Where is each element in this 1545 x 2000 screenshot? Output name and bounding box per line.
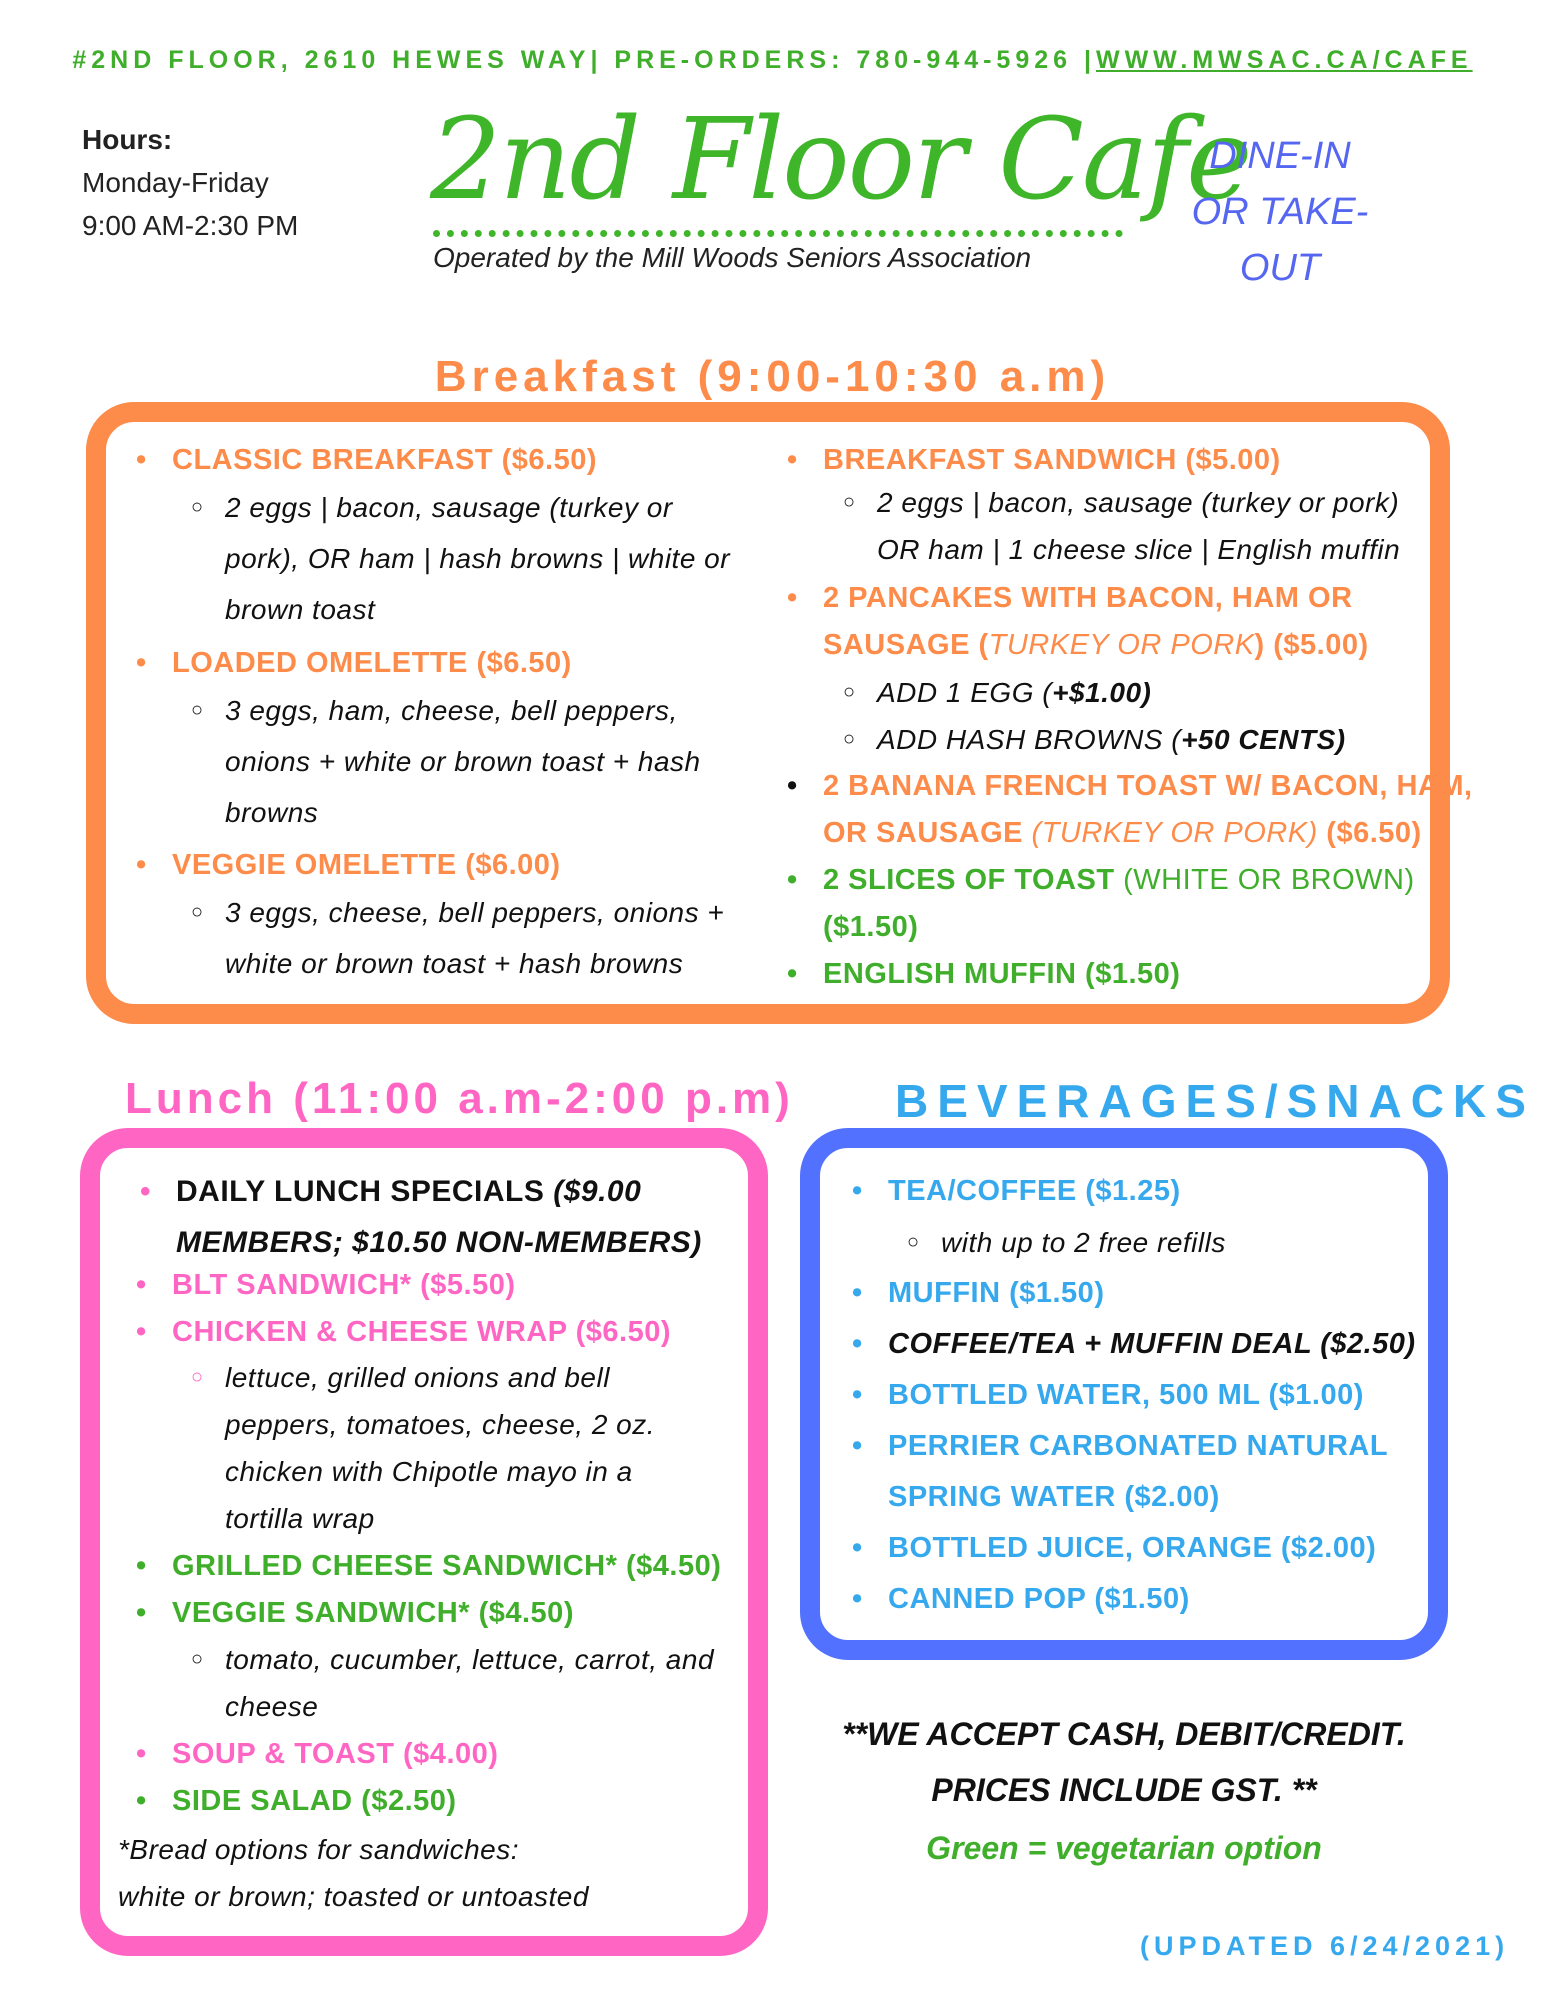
hours-times: 9:00 AM-2:30 PM [82,210,299,241]
breakfast-title: Breakfast (9:00-10:30 a.m) [434,352,1111,401]
bread-note: *Bread options for sandwiches: [118,1834,519,1865]
item-description: onions + white or brown toast + hash [225,746,701,777]
item-description: browns [225,797,319,828]
list-item: • PERRIER CARBONATED NATURAL [852,1430,1389,1462]
hours-days: Monday-Friday [82,167,269,198]
item-label: GRILLED CHEESE SANDWICH* ($4.50) [172,1550,722,1582]
service-line-1: DINE-IN [1209,135,1351,177]
item-label-continued: ($1.50) [823,911,919,943]
item-description: ○ tomato, cucumber, lettuce, carrot, and [191,1644,715,1675]
item-description: ○ 2 eggs | bacon, sausage (turkey or [191,492,673,523]
list-item: • ENGLISH MUFFIN ($1.50) [787,958,1181,990]
item-description: OR ham | 1 cheese slice | English muffin [877,534,1401,565]
item-description: ○ 2 eggs | bacon, sausage (turkey or pork) [843,487,1400,518]
logo-title: 2nd Floor Cafe [430,95,1251,225]
item-description: ○ 3 eggs, ham, cheese, bell peppers, [191,695,678,726]
updated-date: (UPDATED 6/24/2021) [1140,1931,1510,1961]
item-label: ENGLISH MUFFIN ($1.50) [823,958,1181,990]
item-label: LOADED OMELETTE ($6.50) [172,647,572,679]
list-item: • LOADED OMELETTE ($6.50) [136,647,572,679]
website-link[interactable]: WWW.MWSAC.CA/CAFE [1095,46,1473,74]
item-label: MUFFIN ($1.50) [888,1277,1105,1309]
hours-label: Hours: [82,124,173,155]
item-addon: ○ ADD HASH BROWNS (+50 CENTS) [843,724,1346,755]
list-item: • BOTTLED WATER, 500 ML ($1.00) [852,1379,1364,1411]
list-item: • 2 SLICES OF TOAST (WHITE OR BROWN) [787,864,1415,896]
item-description: tortilla wrap [225,1503,375,1534]
item-description: white or brown toast + hash browns [225,948,684,979]
item-label: BOTTLED WATER, 500 ML ($1.00) [888,1379,1364,1411]
gst-note: PRICES INCLUDE GST. ** [931,1772,1317,1808]
list-item: • BLT SANDWICH* ($5.50) [136,1269,516,1301]
lunch-title: Lunch (11:00 a.m-2:00 p.m) [125,1074,794,1123]
bread-note: white or brown; toasted or untoasted [118,1881,589,1912]
item-label: VEGGIE SANDWICH* ($4.50) [172,1597,574,1629]
item-label-continued: SAUSAGE (TURKEY OR PORK) ($5.00) [823,629,1369,661]
item-label: SOUP & TOAST ($4.00) [172,1738,499,1770]
list-item: • 2 BANANA FRENCH TOAST W/ BACON, HAM, [787,770,1473,802]
item-description: peppers, tomatoes, cheese, 2 oz. [225,1409,656,1440]
list-item: • TEA/COFFEE ($1.25) [852,1175,1181,1207]
item-description: chicken with Chipotle mayo in a [225,1456,633,1487]
item-label: SIDE SALAD ($2.50) [172,1785,457,1817]
service-options [1160,128,1400,296]
item-description: ○ 3 eggs, cheese, bell peppers, onions + [191,897,725,928]
item-label: CHICKEN & CHEESE WRAP ($6.50) [172,1316,672,1348]
item-label-continued: OR SAUSAGE (TURKEY OR PORK) ($6.50) [823,817,1422,849]
list-item: • COFFEE/TEA + MUFFIN DEAL ($2.50) [852,1328,1416,1360]
list-item: • CHICKEN & CHEESE WRAP ($6.50) [136,1316,672,1348]
list-item: • BREAKFAST SANDWICH ($5.00) [787,444,1281,476]
payment-note: **WE ACCEPT CASH, DEBIT/CREDIT. [842,1716,1406,1752]
item-description: ○ lettuce, grilled onions and bell [191,1362,610,1393]
list-item: • BOTTLED JUICE, ORANGE ($2.00) [852,1532,1377,1564]
item-label: TEA/COFFEE ($1.25) [888,1175,1181,1207]
item-label: CLASSIC BREAKFAST ($6.50) [172,444,598,476]
item-description: ○ with up to 2 free refills [907,1227,1226,1258]
item-label-continued: MEMBERS; $10.50 NON-MEMBERS) [176,1226,702,1259]
list-item: • 2 PANCAKES WITH BACON, HAM OR [787,582,1353,614]
item-label: VEGGIE OMELETTE ($6.00) [172,849,561,881]
list-item: • VEGGIE SANDWICH* ($4.50) [136,1597,574,1629]
item-description: pork), OR ham | hash browns | white or [225,543,731,574]
logo-subtitle: Operated by the Mill Woods Seniors Association [433,242,1032,273]
item-description: brown toast [225,594,376,625]
item-label: 2 PANCAKES WITH BACON, HAM OR [823,582,1353,614]
item-label: CANNED POP ($1.50) [888,1583,1190,1615]
list-item: • MUFFIN ($1.50) [852,1277,1105,1309]
logo-dotted-line [433,230,1123,237]
item-addon: ○ ADD 1 EGG (+$1.00) [843,677,1152,708]
vegetarian-legend: Green = vegetarian option [926,1830,1322,1866]
service-line-2: OR TAKE-OUT [1191,191,1369,289]
cafe-logo [425,95,1251,290]
address-text: #2ND FLOOR, 2610 HEWES WAY| PRE-ORDERS: 780-944-5926 | [72,46,1096,74]
item-label: PERRIER CARBONATED NATURAL [888,1430,1389,1462]
list-item: • SOUP & TOAST ($4.00) [136,1738,499,1770]
hours-block [82,118,298,247]
list-item: • SIDE SALAD ($2.50) [136,1785,457,1817]
item-description: cheese [225,1691,319,1722]
item-label: 2 BANANA FRENCH TOAST W/ BACON, HAM, [823,770,1473,802]
list-item: • CANNED POP ($1.50) [852,1583,1190,1615]
list-item: • GRILLED CHEESE SANDWICH* ($4.50) [136,1550,722,1582]
item-label: BREAKFAST SANDWICH ($5.00) [823,444,1281,476]
list-item: • VEGGIE OMELETTE ($6.00) [136,849,561,881]
item-label-continued: SPRING WATER ($2.00) [888,1481,1220,1513]
item-label: COFFEE/TEA + MUFFIN DEAL ($2.50) [888,1328,1416,1360]
list-item: • CLASSIC BREAKFAST ($6.50) [136,444,598,476]
list-item: • DAILY LUNCH SPECIALS ($9.00 [140,1175,642,1208]
item-label: BLT SANDWICH* ($5.50) [172,1269,516,1301]
item-label: BOTTLED JUICE, ORANGE ($2.00) [888,1532,1377,1564]
address-bar [0,46,1545,75]
beverages-title: BEVERAGES/SNACKS [895,1075,1535,1127]
